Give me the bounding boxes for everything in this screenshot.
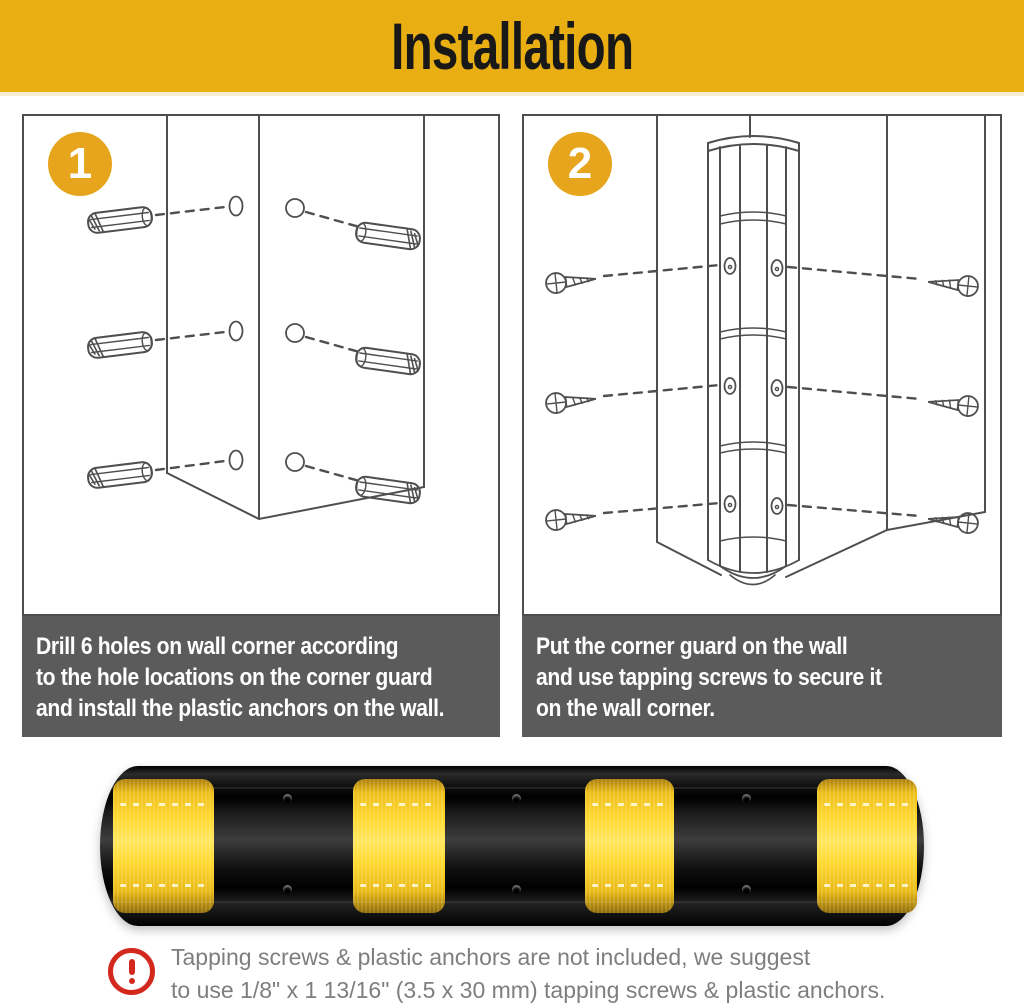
reflective-stripe: [817, 779, 917, 913]
step1-caption-line: to the hole locations on the corner guard: [36, 664, 433, 691]
reflective-stripe: [585, 779, 674, 913]
warning-icon: [108, 948, 155, 995]
screw-hole: [512, 794, 521, 803]
hardware-note: [108, 941, 885, 1007]
screw-hole: [512, 885, 521, 894]
reflective-stripe: [113, 779, 214, 913]
step2-caption-line: on the wall corner.: [536, 695, 715, 722]
step2-caption-line: Put the corner guard on the wall: [536, 633, 848, 660]
screw-hole: [283, 794, 292, 803]
step1-caption-line: Drill 6 holes on wall corner according: [36, 633, 399, 660]
note-text: [171, 941, 885, 1007]
step2-caption-line: and use tapping screws to secure it: [536, 664, 882, 691]
warning-icon-bar: [129, 959, 135, 975]
step2-number-badge: 2: [548, 132, 612, 196]
step1-panel: [22, 114, 500, 737]
step2-figure: [522, 114, 1002, 616]
page-title: Installation: [390, 9, 634, 83]
reflective-stripe: [353, 779, 445, 913]
note-line: to use 1/8" x 1 13/16" (3.5 x 30 mm) tapping screws & plastic anchors.: [171, 977, 886, 1003]
note-line: Tapping screws & plastic anchors are not included, we suggest: [171, 944, 811, 970]
step1-number-badge: 1: [48, 132, 112, 196]
warning-icon-dot: [129, 978, 135, 984]
screw-hole: [742, 885, 751, 894]
step1-caption-line: and install the plastic anchors on the wall.: [36, 695, 445, 722]
header-divider: [0, 92, 1024, 96]
step1-figure: [22, 114, 500, 616]
step1-caption: [22, 616, 500, 737]
step2-caption: [522, 616, 1002, 737]
screw-hole: [742, 794, 751, 803]
header-banner: [0, 0, 1024, 92]
step2-panel: [522, 114, 1002, 737]
screw-hole: [283, 885, 292, 894]
corner-guard-product-photo: [100, 766, 924, 926]
